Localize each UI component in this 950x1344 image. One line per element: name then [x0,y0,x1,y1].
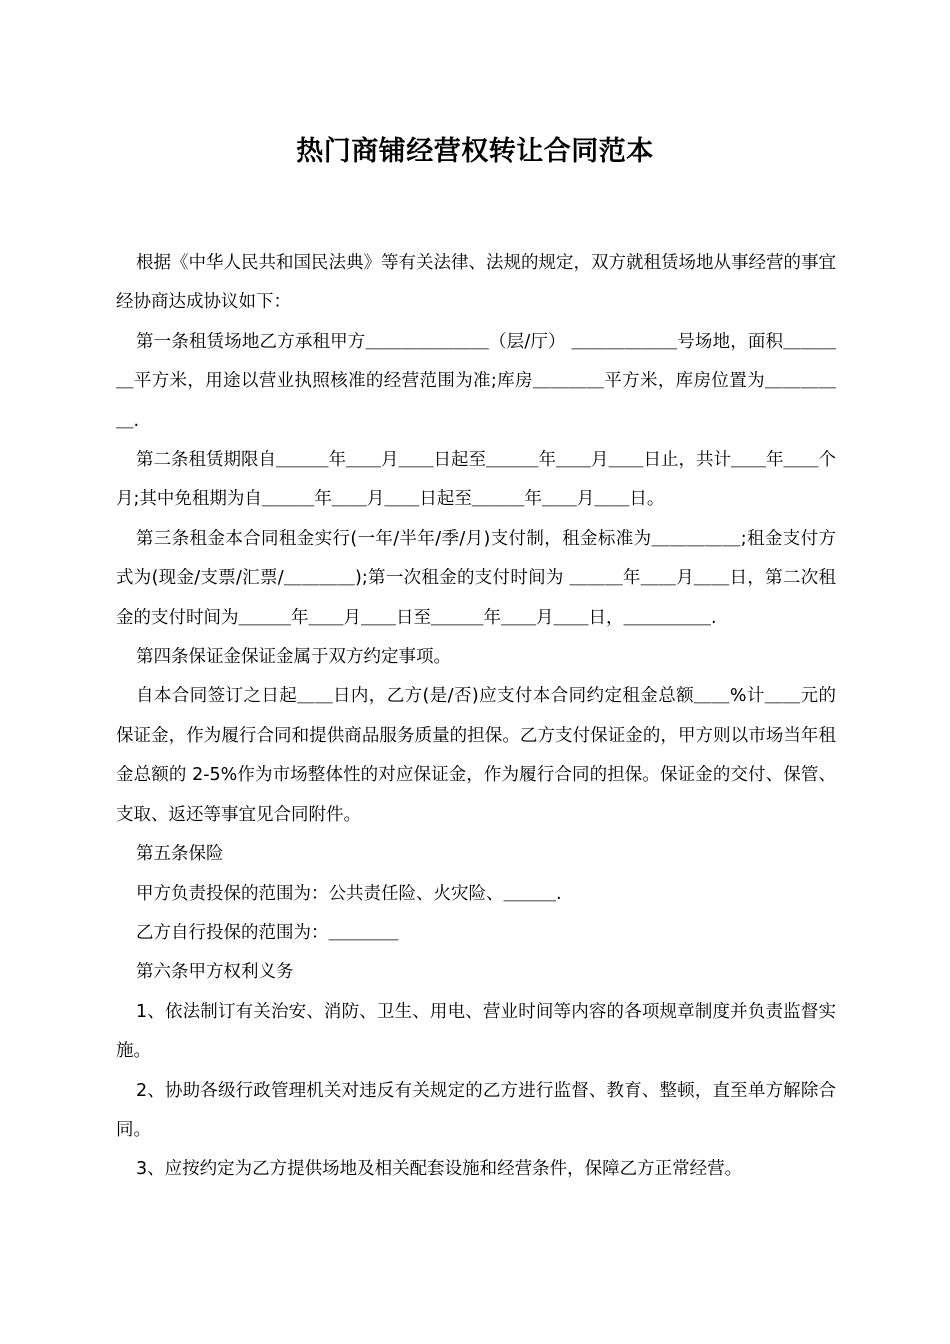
paragraph-article-4-heading: 第四条保证金保证金属于双方约定事项。 [136,647,451,668]
document-title: 热门商铺经营权转让合同范本 [296,136,654,167]
paragraph-preamble: 根据《中华人民共和国民法典》等有关法律、法规的规定，双方就租赁场地从事经营的事宜经协商达成协议如下： [116,253,836,313]
paragraph-article-6-item-2: 2、协助各级行政管理机关对违反有关规定的乙方进行监督、教育、整顿，直至单方解除合同。 [116,1080,836,1140]
paragraph-article-1: 第一条租赁场地乙方承租甲方＿＿＿＿＿＿＿（层/厅） ＿＿＿＿＿＿号场地，面积＿＿＿＿平方米，用途以营业执照核准的经营范围为准;库房＿＿＿＿平方米，库房位置为＿＿＿＿＿. [116,331,836,431]
paragraph-article-4-body: 自本合同签订之日起＿＿日内，乙方(是/否)应支付本合同约定租金总额＿＿%计＿＿元的保证金，作为履行合同和提供商品服务质量的担保。乙方支付保证金的，甲方则以市场当年租金总额的 2-5%作为市场整体性的对应保证金，作为履行合同的担保。保证金的交付、保管、支取、返还等事宜见合同附件。 [116,686,836,825]
document-body [116,244,836,1190]
paragraph-article-6-item-1: 1、依法制订有关治安、消防、卫生、用电、营业时间等内容的各项规章制度并负责监督实施。 [116,1001,836,1062]
paragraph-article-5-heading: 第五条保险 [136,844,224,865]
paragraph-article-2: 第二条租赁期限自＿＿＿年＿＿月＿＿日起至＿＿＿年＿＿月＿＿日止，共计＿＿年＿＿个月;其中免租期为自＿＿＿年＿＿月＿＿日起至＿＿＿年＿＿月＿＿日。 [116,450,836,510]
paragraph-article-5-party-b: 乙方自行投保的范围为：＿＿＿＿ [136,922,399,943]
paragraph-article-5-party-a: 甲方负责投保的范围为：公共责任险、火灾险、＿＿＿. [136,883,562,904]
paragraph-article-3: 第三条租金本合同租金实行(一年/半年/季/月)支付制，租金标准为＿＿＿＿＿;租金支付方式为(现金/支票/汇票/＿＿＿＿);第一次租金的支付时间为 ＿＿＿年＿＿月＿＿日，第二次租金的支付时间为＿＿＿年＿＿月＿＿日至＿＿＿年＿＿月＿＿日，＿＿＿＿＿. [116,528,836,628]
paragraph-article-6-item-3: 3、应按约定为乙方提供场地及相关配套设施和经营条件，保障乙方正常经营。 [136,1159,743,1180]
paragraph-article-6-heading: 第六条甲方权利义务 [136,962,294,983]
